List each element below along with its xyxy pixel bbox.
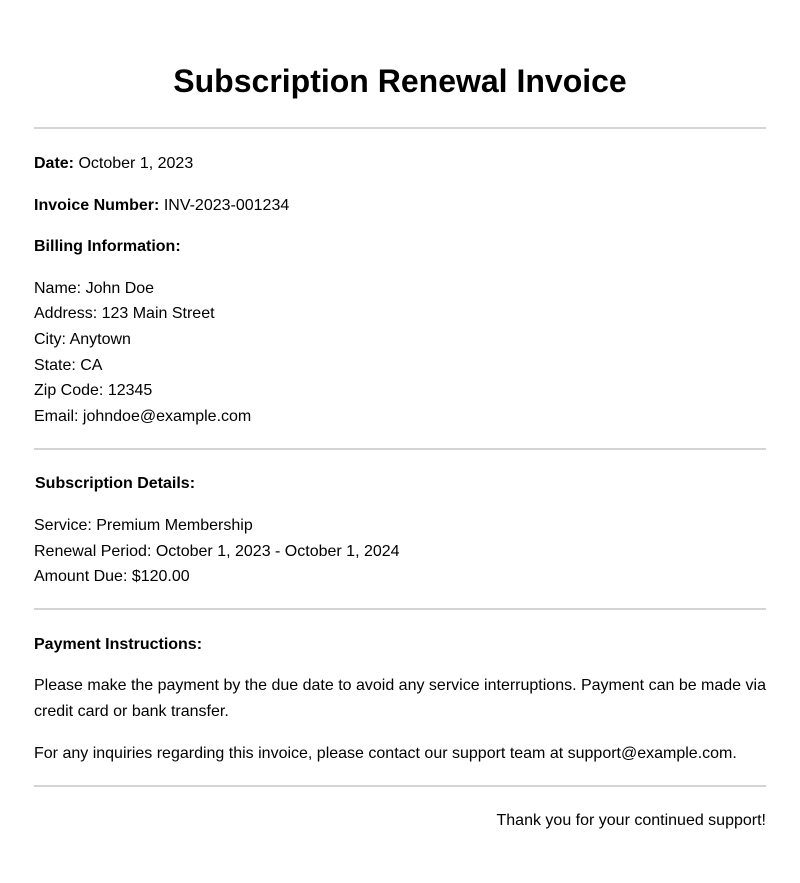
invoice-number-label: Invoice Number: [34, 197, 160, 214]
divider [34, 448, 766, 450]
date-row [34, 154, 193, 174]
billing-name: Name: John Doe [34, 280, 155, 297]
invoice-number-value: INV-2023-001234 [163, 197, 290, 214]
payment-instructions-paragraph: Please make the payment by the due date to avoid any service interruptions. Payment can be made via credit card or bank transfer. [34, 677, 766, 720]
billing-address: Address: 123 Main Street [34, 305, 215, 322]
divider [34, 785, 766, 787]
billing-email: Email: johndoe@example.com [34, 408, 252, 425]
billing-city: City: Anytown [34, 331, 131, 348]
invoice-title: Subscription Renewal Invoice [173, 63, 627, 99]
subscription-service: Service: Premium Membership [34, 517, 253, 534]
divider [34, 127, 766, 129]
invoice-number-row [34, 196, 289, 216]
subscription-amount-due: Amount Due: $120.00 [34, 568, 190, 585]
subscription-heading: Subscription Details: [35, 475, 196, 492]
billing-zip: Zip Code: 12345 [34, 382, 153, 399]
inquiries-paragraph: For any inquiries regarding this invoice, please contact our support team at support@example.com. [34, 745, 737, 762]
date-value: October 1, 2023 [78, 155, 194, 172]
payment-heading: Payment Instructions: [34, 636, 203, 653]
billing-state: State: CA [34, 357, 103, 374]
date-label: Date: [34, 155, 75, 172]
closing-message: Thank you for your continued support! [496, 812, 766, 829]
divider [34, 608, 766, 610]
subscription-renewal-period: Renewal Period: October 1, 2023 - October 1, 2024 [34, 543, 400, 560]
billing-heading: Billing Information: [34, 238, 181, 255]
